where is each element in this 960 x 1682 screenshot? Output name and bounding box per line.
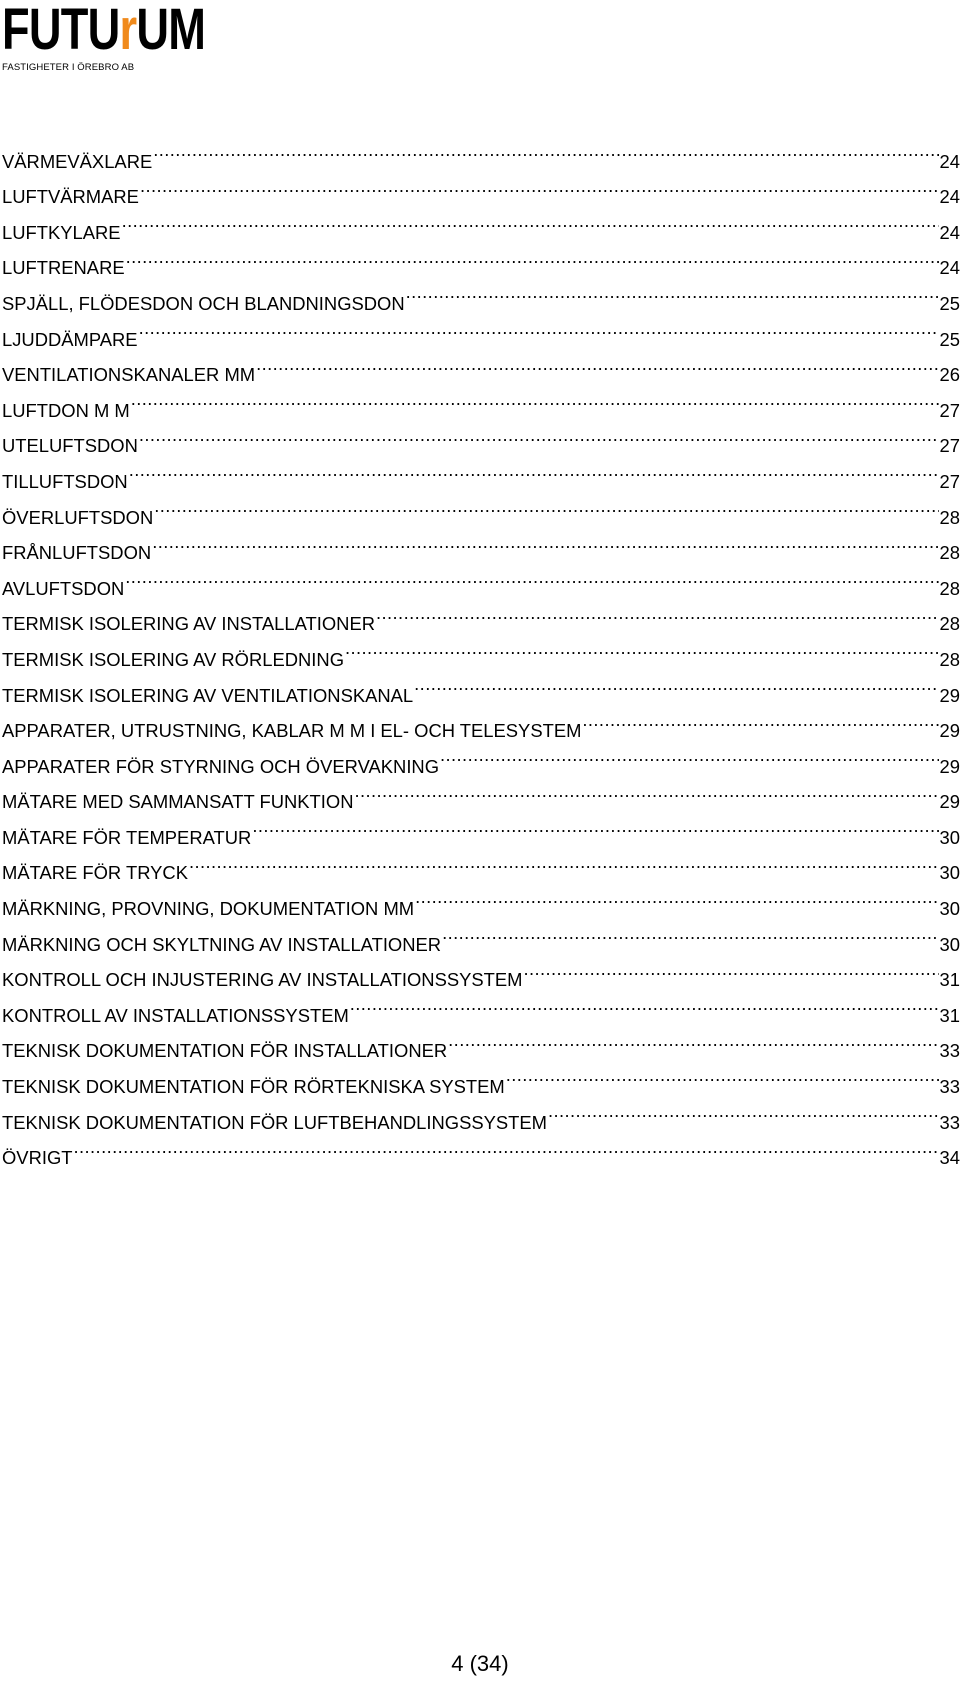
toc-entry[interactable] bbox=[2, 203, 960, 243]
toc-dot-leader bbox=[350, 986, 939, 1022]
toc-entry[interactable] bbox=[2, 381, 960, 421]
toc-dot-leader bbox=[345, 630, 939, 666]
logo-word-left: FUTU bbox=[2, 0, 120, 62]
toc-entry[interactable] bbox=[2, 239, 960, 279]
toc-dot-leader bbox=[442, 915, 938, 951]
toc-entry-page: 31 bbox=[939, 1004, 960, 1026]
toc-dot-leader bbox=[506, 1057, 939, 1093]
toc-entry-page: 25 bbox=[939, 328, 960, 350]
toc-entry-title: ÖVERLUFTSDON bbox=[2, 506, 154, 528]
toc-entry-page: 33 bbox=[939, 1076, 960, 1098]
toc-dot-leader bbox=[139, 417, 939, 453]
toc-entry-title: LJUDDÄMPARE bbox=[2, 328, 138, 350]
toc-entry-title: APPARATER FÖR STYRNING OCH ÖVERVAKNING bbox=[2, 755, 440, 777]
toc-entry-title: KONTROLL OCH INJUSTERING AV INSTALLATIONSSYSTEM bbox=[2, 969, 523, 991]
toc-entry-page: 27 bbox=[939, 470, 960, 492]
toc-dot-leader bbox=[189, 844, 939, 880]
toc-entry-page: 28 bbox=[939, 648, 960, 670]
toc-entry-page: 33 bbox=[939, 1111, 960, 1133]
toc-entry-page: 25 bbox=[939, 292, 960, 314]
toc-dot-leader bbox=[548, 1093, 939, 1129]
toc-dot-leader bbox=[440, 737, 939, 773]
toc-entry-page: 24 bbox=[939, 221, 960, 243]
toc-entry-page: 33 bbox=[939, 1040, 960, 1062]
toc-dot-leader bbox=[256, 346, 938, 382]
toc-entry-page: 30 bbox=[939, 898, 960, 920]
toc-dot-leader bbox=[139, 310, 939, 346]
toc-entry-page: 30 bbox=[939, 862, 960, 884]
table-of-contents bbox=[2, 132, 960, 1169]
toc-entry[interactable] bbox=[2, 132, 960, 172]
toc-entry-title: LUFTRENARE bbox=[2, 257, 125, 279]
toc-entry-page: 29 bbox=[939, 720, 960, 742]
toc-entry-title: LUFTVÄRMARE bbox=[2, 186, 139, 208]
toc-dot-leader bbox=[140, 168, 939, 204]
toc-entry-page: 30 bbox=[939, 826, 960, 848]
toc-entry-title: TILLUFTSDON bbox=[2, 470, 128, 492]
toc-entry-title: LUFTDON M M bbox=[2, 399, 130, 421]
toc-dot-leader bbox=[153, 132, 938, 168]
toc-entry-title: MÄTARE FÖR TRYCK bbox=[2, 862, 188, 884]
toc-entry-title: MÄRKNING, PROVNING, DOKUMENTATION MM bbox=[2, 898, 415, 920]
toc-entry-title: TEKNISK DOKUMENTATION FÖR RÖRTEKNISKA SYSTEM bbox=[2, 1076, 505, 1098]
company-logo bbox=[2, 0, 206, 74]
toc-entry-title: SPJÄLL, FLÖDESDON OCH BLANDNINGSDON bbox=[2, 292, 405, 314]
toc-entry-title: AVLUFTSDON bbox=[2, 577, 125, 599]
toc-dot-leader bbox=[406, 274, 939, 310]
page-number: 4 (34) bbox=[451, 1651, 509, 1676]
toc-entry-page: 34 bbox=[939, 1147, 960, 1169]
toc-entry[interactable] bbox=[2, 488, 960, 528]
toc-dot-leader bbox=[252, 808, 938, 844]
toc-entry-title: UTELUFTSDON bbox=[2, 435, 138, 457]
toc-entry-page: 26 bbox=[939, 364, 960, 386]
toc-entry[interactable] bbox=[2, 168, 960, 208]
toc-entry[interactable] bbox=[2, 595, 960, 635]
toc-entry[interactable] bbox=[2, 310, 960, 350]
logo-word-accent: r bbox=[119, 0, 137, 62]
toc-entry-title: MÄTARE FÖR TEMPERATUR bbox=[2, 826, 252, 848]
toc-dot-leader bbox=[582, 702, 938, 738]
toc-entry-title: VENTILATIONSKANALER MM bbox=[2, 364, 256, 386]
toc-dot-leader bbox=[129, 452, 939, 488]
toc-entry-title: TEKNISK DOKUMENTATION FÖR LUFTBEHANDLINGSSYSTEM bbox=[2, 1111, 547, 1133]
toc-entry-page: 28 bbox=[939, 506, 960, 528]
toc-entry-page: 24 bbox=[939, 257, 960, 279]
toc-dot-leader bbox=[523, 951, 938, 987]
logo-word-right: UM bbox=[136, 0, 206, 62]
logo-subtitle: FASTIGHETER I ÖREBRO AB bbox=[2, 62, 135, 73]
toc-dot-leader bbox=[414, 666, 938, 702]
toc-entry-page: 31 bbox=[939, 969, 960, 991]
toc-entry-title: TERMISK ISOLERING AV RÖRLEDNING bbox=[2, 648, 344, 670]
toc-entry[interactable] bbox=[2, 274, 960, 314]
toc-dot-leader bbox=[125, 559, 938, 595]
toc-entry[interactable] bbox=[2, 559, 960, 599]
toc-entry-title: TERMISK ISOLERING AV INSTALLATIONER bbox=[2, 613, 376, 635]
toc-entry-title: TERMISK ISOLERING AV VENTILATIONSKANAL bbox=[2, 684, 414, 706]
toc-entry-page: 28 bbox=[939, 542, 960, 564]
toc-entry-title: MÄRKNING OCH SKYLTNING AV INSTALLATIONER bbox=[2, 933, 442, 955]
toc-entry-title: APPARATER, UTRUSTNING, KABLAR M M I EL- OCH TELESYSTEM bbox=[2, 720, 582, 742]
toc-dot-leader bbox=[448, 1022, 938, 1058]
toc-entry-title: MÄTARE MED SAMMANSATT FUNKTION bbox=[2, 791, 354, 813]
toc-entry-title: KONTROLL AV INSTALLATIONSSYSTEM bbox=[2, 1004, 349, 1026]
toc-dot-leader bbox=[122, 203, 939, 239]
toc-entry-page: 28 bbox=[939, 577, 960, 599]
toc-entry[interactable] bbox=[2, 452, 960, 492]
toc-dot-leader bbox=[376, 595, 939, 631]
toc-entry-title: TEKNISK DOKUMENTATION FÖR INSTALLATIONER bbox=[2, 1040, 448, 1062]
toc-entry[interactable] bbox=[2, 417, 960, 457]
toc-entry-page: 28 bbox=[939, 613, 960, 635]
toc-entry-page: 27 bbox=[939, 435, 960, 457]
toc-entry-page: 27 bbox=[939, 399, 960, 421]
logo-wordmark bbox=[2, 0, 206, 62]
toc-entry-title: ÖVRIGT bbox=[2, 1147, 73, 1169]
toc-dot-leader bbox=[152, 524, 938, 560]
toc-dot-leader bbox=[354, 773, 938, 809]
toc-dot-leader bbox=[154, 488, 938, 524]
toc-dot-leader bbox=[415, 879, 938, 915]
toc-entry-page: 29 bbox=[939, 791, 960, 813]
toc-entry-title: VÄRMEVÄXLARE bbox=[2, 150, 153, 172]
toc-entry-page: 29 bbox=[939, 684, 960, 706]
toc-entry-page: 30 bbox=[939, 933, 960, 955]
toc-dot-leader bbox=[131, 381, 939, 417]
toc-entry-page: 24 bbox=[939, 186, 960, 208]
toc-entry-title: LUFTKYLARE bbox=[2, 221, 121, 243]
toc-entry[interactable] bbox=[2, 1129, 960, 1169]
toc-entry-page: 24 bbox=[939, 150, 960, 172]
toc-dot-leader bbox=[74, 1129, 939, 1165]
toc-entry-title: FRÅNLUFTSDON bbox=[2, 542, 152, 564]
toc-entry[interactable] bbox=[2, 346, 960, 386]
toc-dot-leader bbox=[126, 239, 939, 275]
toc-entry-page: 29 bbox=[939, 755, 960, 777]
